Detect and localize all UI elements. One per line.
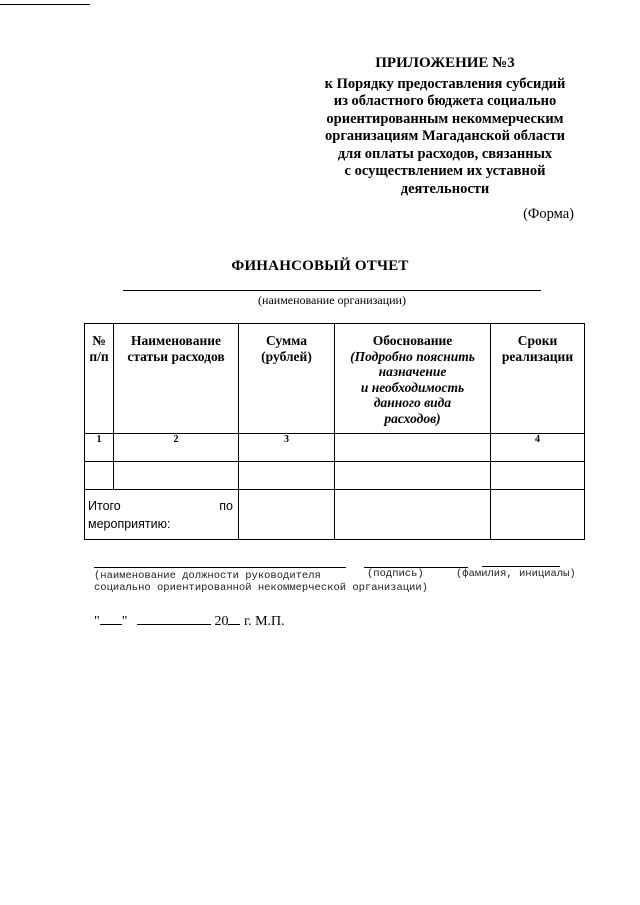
total-label-cell	[85, 490, 239, 540]
total-row	[85, 490, 585, 540]
table-header-row	[85, 324, 585, 434]
appendix-line: с осуществлением их уставной	[344, 163, 546, 179]
appendix-line: ориентированным некоммерческим	[326, 110, 564, 127]
total-terms-cell	[491, 490, 585, 540]
total-justification-cell	[335, 490, 491, 540]
table-cell	[335, 462, 491, 490]
full-name-caption: (фамилия, инициалы)	[456, 568, 576, 580]
column-number-cell: 1	[85, 434, 114, 462]
table-row	[85, 462, 585, 490]
month-blank	[137, 611, 211, 625]
appendix-line: к Порядку предоставления субсидий	[324, 75, 566, 92]
header-justification: Обоснование (Подробно пояснить назначение и необходимость данного вида расходов)	[335, 324, 491, 434]
column-number-row	[85, 434, 585, 462]
report-title: ФИНАНСОВЫЙ ОТЧЕТ	[231, 258, 409, 274]
signature-line	[364, 567, 468, 568]
top-edge-line	[0, 4, 90, 5]
financial-report-table	[84, 323, 585, 540]
total-label-by: по	[219, 499, 233, 513]
table-cell	[114, 462, 239, 490]
header-terms: Сроки реализации	[491, 324, 585, 434]
year-blank	[228, 611, 240, 625]
full-name-line	[482, 566, 560, 567]
column-number-cell: 4	[491, 434, 585, 462]
total-label-event: мероприятию:	[88, 517, 171, 531]
appendix-line: для оплаты расходов, связанных	[337, 145, 553, 162]
column-number-cell: 3	[239, 434, 335, 462]
year-prefix: 20	[214, 614, 229, 629]
appendix-line: организациям Магаданской области	[325, 128, 565, 144]
organization-caption: (наименование организации)	[258, 293, 406, 307]
appendix-line: деятельности	[400, 180, 490, 197]
organization-type-caption: социально ориентированной некоммерческой организации)	[94, 582, 428, 594]
table-cell	[491, 462, 585, 490]
day-blank	[100, 611, 122, 625]
column-number-cell: 2	[114, 434, 239, 462]
header-number: № п/п	[85, 324, 114, 434]
signature-caption: (подпись)	[367, 568, 424, 580]
column-number-cell	[335, 434, 491, 462]
date-open-quote: "	[94, 614, 100, 629]
appendix-title: ПРИЛОЖЕНИЕ №3	[375, 55, 515, 71]
form-label: (Форма)	[523, 206, 574, 222]
organization-name-line	[123, 290, 541, 291]
header-expense-item: Наименование статьи расходов	[114, 324, 239, 434]
date-suffix: г. М.П.	[240, 614, 285, 629]
total-sum-cell	[239, 490, 335, 540]
date-close-quote: "	[121, 614, 128, 629]
date-line	[94, 611, 285, 630]
total-label: Итого	[88, 499, 121, 513]
appendix-line: из областного бюджета социально	[333, 93, 557, 109]
table-cell	[85, 462, 114, 490]
table-cell	[239, 462, 335, 490]
appendix-header	[300, 55, 590, 198]
position-caption: (наименование должности руководителя	[94, 570, 321, 582]
position-line	[94, 567, 346, 568]
header-sum: Сумма (рублей)	[239, 324, 335, 434]
